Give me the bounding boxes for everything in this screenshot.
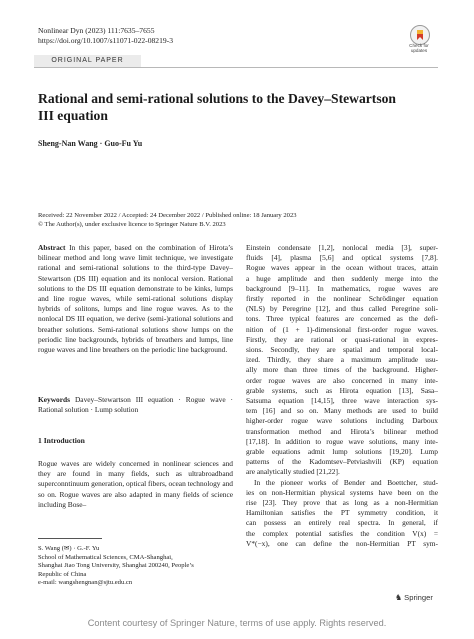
publisher-logo bbox=[395, 593, 433, 602]
abstract-text: In this paper, based on the combination of Hirota’s bilinear method and long wave limit technique, we investigate rational and semi-rational solutions to the third-type Davey–Stewartson (DS III) equation and its nonlocal version. Rational solutions to the DS III equation demonstrate to be kinks, lumps and line rogue waves, while semi-rational solutions display hybrids of solitons, lumps and line rogue waves. As to the nonlocal DS III equation, we derive (semi-)rational solutions and breather solutions. Semi-rational solutions show lumps on the periodic line backgrounds, hybrids of breathers and lumps, line rogue waves and line breathers on the periodic line background. bbox=[38, 243, 233, 355]
text-line: higher-order rogue wave solutions including Darboux bbox=[246, 416, 438, 426]
abstract-label: Abstract bbox=[38, 243, 66, 252]
section-heading-introduction: 1 Introduction bbox=[38, 436, 85, 445]
text-line: nition of (1 + 1)-dimensional first-order rogue waves. bbox=[246, 324, 438, 334]
text-line: Hamiltonian satisfies the PT symmetry condition, it bbox=[246, 508, 438, 518]
author-affiliation bbox=[38, 545, 233, 588]
text-line: In the pioneer works of Bender and Boettcher, stud- bbox=[254, 477, 438, 487]
copyright-line: © The Author(s), under exclusive licence to Springer Nature B.V. 2023 bbox=[38, 221, 226, 228]
check-for-updates-badge[interactable] bbox=[404, 25, 434, 53]
springer-horse-icon: ♞ bbox=[395, 593, 403, 602]
author-email[interactable]: e-mail: wangshengnan@sjtu.edu.cn bbox=[38, 579, 133, 587]
abstract bbox=[38, 243, 233, 355]
text-line: background [9–11]. In mathematics, rogue waves are bbox=[246, 283, 438, 293]
text-line: tons. Three typical features are concerned as the defi- bbox=[246, 314, 438, 324]
text-line: can possess an entirely real spectra. In general, if bbox=[246, 518, 438, 528]
footnote-divider bbox=[38, 538, 102, 539]
intro-paragraph-2 bbox=[246, 478, 438, 549]
header-divider bbox=[34, 67, 438, 68]
affiliation-line: S. Wang (✉) · G.-F. Yu bbox=[38, 545, 100, 552]
publication-dates: Received: 22 November 2022 / Accepted: 24 December 2022 / Published online: 18 January 2023 bbox=[38, 212, 297, 219]
text-line: grable systems, such as Hirota equation [13], Sasa– bbox=[246, 385, 438, 395]
text-line: ies on non-Hermitian physical systems have been on the bbox=[246, 487, 438, 497]
text-line: ized. Thirdly, they share a maximum amplitude usu- bbox=[246, 355, 438, 365]
text-line: Einstein condensate [1,2], nonlocal media [3], super- bbox=[246, 243, 438, 252]
keywords bbox=[38, 395, 233, 415]
section-label: ORIGINAL PAPER bbox=[34, 55, 141, 67]
intro-paragraph-continued bbox=[246, 243, 438, 478]
keywords-label: Keywords bbox=[38, 395, 71, 404]
text-line: Rogue waves appear in the ocean without traces, attain bbox=[246, 263, 438, 273]
author-list[interactable]: Sheng-Nan Wang · Guo-Fu Yu bbox=[38, 139, 143, 148]
publisher-name: Springer bbox=[404, 593, 433, 602]
text-line: are analytically studied [21,22]. bbox=[246, 467, 340, 477]
right-column-text bbox=[246, 243, 438, 549]
check-updates-icon bbox=[410, 25, 430, 45]
text-line: tem [16] and so on. Many methods are used to build bbox=[246, 406, 438, 416]
check-updates-line1: Check for bbox=[409, 43, 429, 48]
text-line: Firstly, they are rational or quasi-rational in expres- bbox=[246, 334, 438, 344]
paper-title: Rational and semi-rational solutions to the Davey–Stewartson III equation bbox=[38, 91, 396, 123]
check-updates-line2: updates bbox=[410, 48, 428, 53]
text-line: Satsuma equation [14,15], three wave interaction sys- bbox=[246, 396, 438, 406]
text-line: rise [23]. They prove that as long as a non-Hermitian bbox=[246, 498, 438, 508]
text-line: (NLS) by Peregrine [12], and thus called Peregrine soli- bbox=[246, 304, 438, 314]
text-line: [17,18]. In addition to rogue wave solutions, many inte- bbox=[246, 436, 438, 446]
text-line: fluids [4], plasma [5,6] and optical systems [7,8]. bbox=[246, 253, 438, 263]
text-line: sions. Secondly, they are spatial and temporal local- bbox=[246, 345, 438, 355]
text-line: order rogue waves are also concerned in many inte- bbox=[246, 375, 438, 385]
text-line: V*(−x), one can define the non-Hermitian PT sym- bbox=[246, 538, 438, 548]
doi-link[interactable]: https://doi.org/10.1007/s11071-022-08219-3 bbox=[38, 36, 174, 45]
affiliation-line: Republic of China bbox=[38, 570, 87, 578]
text-line: a huge amplitude and then suddenly merge into the bbox=[246, 273, 438, 283]
text-line: the complex potential satisfies the condition V(x) = bbox=[246, 528, 438, 538]
text-line: ally more than three times of the background. Higher- bbox=[246, 365, 438, 375]
text-line: firstly reported in the nonlinear Schrödinger equation bbox=[246, 294, 438, 304]
courtesy-notice: Content courtesy of Springer Nature, terms of use apply. Rights reserved. bbox=[87, 618, 387, 628]
keywords-text: Davey–Stewartson III equation · Rogue wave · Rational solution · Lump solution bbox=[38, 395, 233, 415]
affiliation-line: School of Mathematical Sciences, CMA-Shanghai, bbox=[38, 553, 173, 561]
journal-citation: Nonlinear Dyn (2023) 111:7635–7655 bbox=[38, 26, 155, 35]
affiliation-line: Shanghai Jiao Tong University, Shanghai 200240, People’s bbox=[38, 562, 194, 570]
text-line: transformation method and Hirota’s bilinear method bbox=[246, 426, 438, 436]
text-line: grable equations admit lump solutions [19,20]. Lump bbox=[246, 447, 438, 457]
intro-paragraph: Rogue waves are widely concerned in nonlinear sciences and they are found in many fields, such as ultrabroadband superconntinuum generation, optical fibers, ocean technology and so on. Rogue waves are also adapted in many fields of science including Bose– bbox=[38, 459, 233, 509]
text-line: patterns of the Kadomtsev–Petviashvili (KP) equation bbox=[246, 457, 438, 467]
